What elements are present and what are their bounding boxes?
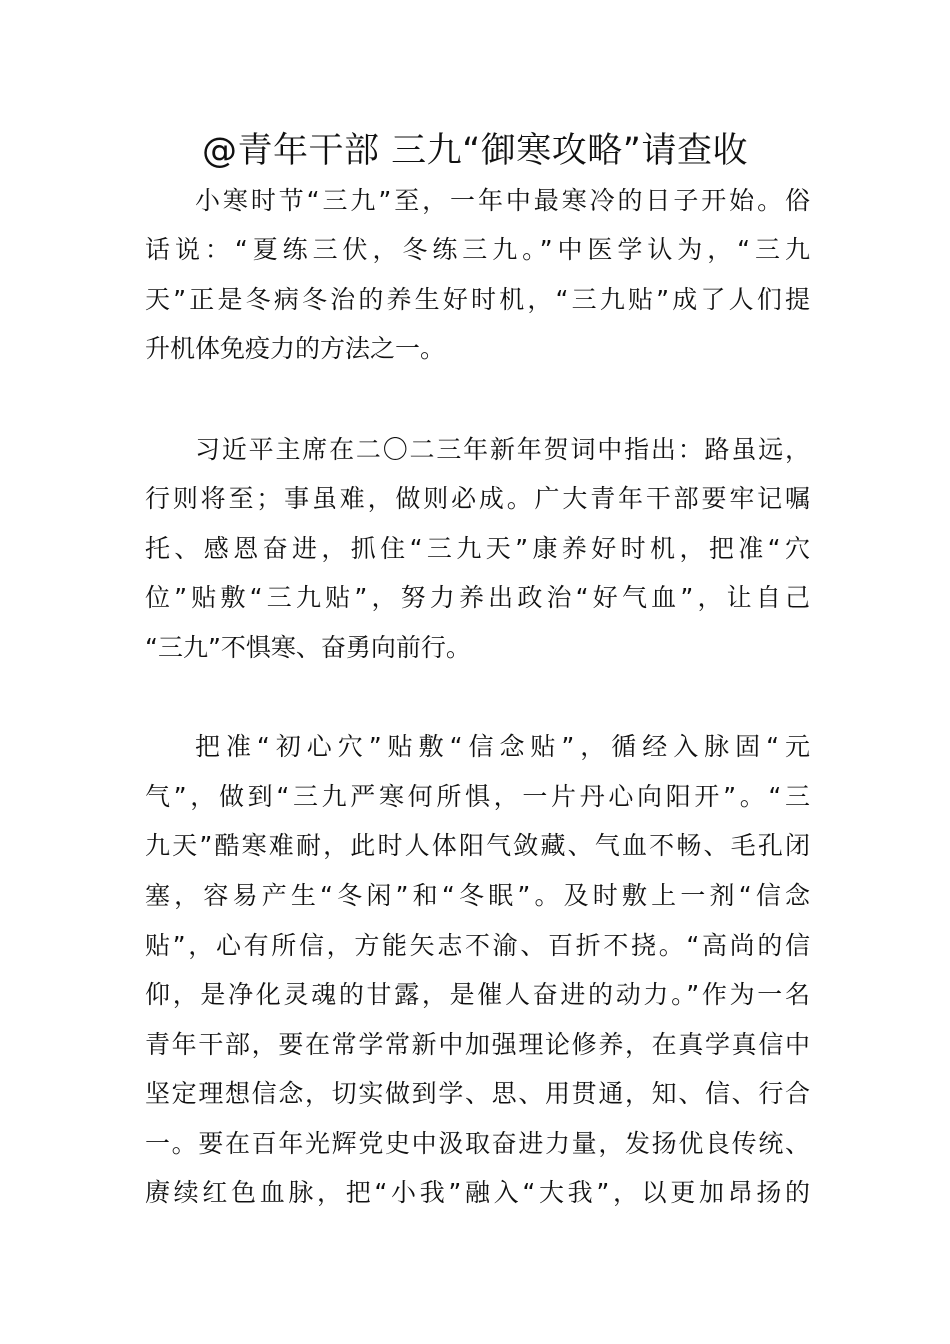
paragraph-2-line-3: 托、感恩奋进，抓住“三九天”康养好时机，把准“穴 — [145, 534, 810, 563]
paragraph-3-line-5: 贴”，心有所信，方能矢志不渝、百折不挠。“高尚的信 — [145, 931, 810, 960]
paragraph-2-line-2: 行则将至；事虽难，做则必成。广大青年干部要牢记嘱 — [145, 484, 810, 513]
paragraph-1-line-3: 天”正是冬病冬治的养生好时机，“三九贴”成了人们提 — [145, 285, 810, 314]
document-title: @青年干部 三九“御寒攻略”请查收 — [202, 131, 748, 171]
paragraph-3-line-8: 坚定理想信念，切实做到学、思、用贯通，知、信、行合 — [145, 1079, 810, 1108]
paragraph-1-line-4: 升机体免疫力的方法之一。 — [145, 334, 446, 363]
paragraph-3-line-3: 九天”酷寒难耐，此时人体阳气敛藏、气血不畅、毛孔闭 — [145, 831, 810, 860]
paragraph-3-line-2: 气”，做到“三九严寒何所惧，一片丹心向阳开”。“三 — [145, 782, 810, 811]
paragraph-1-line-1: 小寒时节“三九”至，一年中最寒冷的日子开始。俗 — [195, 186, 810, 215]
paragraph-3-line-9: 一。要在百年光辉党史中汲取奋进力量，发扬优良传统、 — [145, 1129, 810, 1158]
paragraph-2-line-4: 位”贴敷“三九贴”，努力养出政治“好气血”，让自己 — [145, 583, 810, 612]
paragraph-2-line-1: 习近平主席在二〇二三年新年贺词中指出：路虽远， — [195, 435, 810, 464]
paragraph-1-line-2: 话说：“夏练三伏，冬练三九。”中医学认为，“三九 — [145, 235, 810, 264]
paragraph-3-line-6: 仰，是净化灵魂的甘露，是催人奋进的动力。”作为一名 — [145, 980, 810, 1009]
paragraph-3-line-1: 把准“初心穴”贴敷“信念贴”，循经入脉固“元 — [195, 732, 810, 761]
paragraph-2-line-5: “三九”不惧寒、奋勇向前行。 — [145, 633, 471, 662]
paragraph-3-line-10: 赓续红色血脉，把“小我”融入“大我”，以更加昂扬的 — [145, 1178, 810, 1207]
paragraph-3-line-4: 塞，容易产生“冬闲”和“冬眠”。及时敷上一剂“信念 — [145, 881, 810, 910]
paragraph-3-line-7: 青年干部，要在常学常新中加强理论修养，在真学真信中 — [145, 1030, 810, 1059]
